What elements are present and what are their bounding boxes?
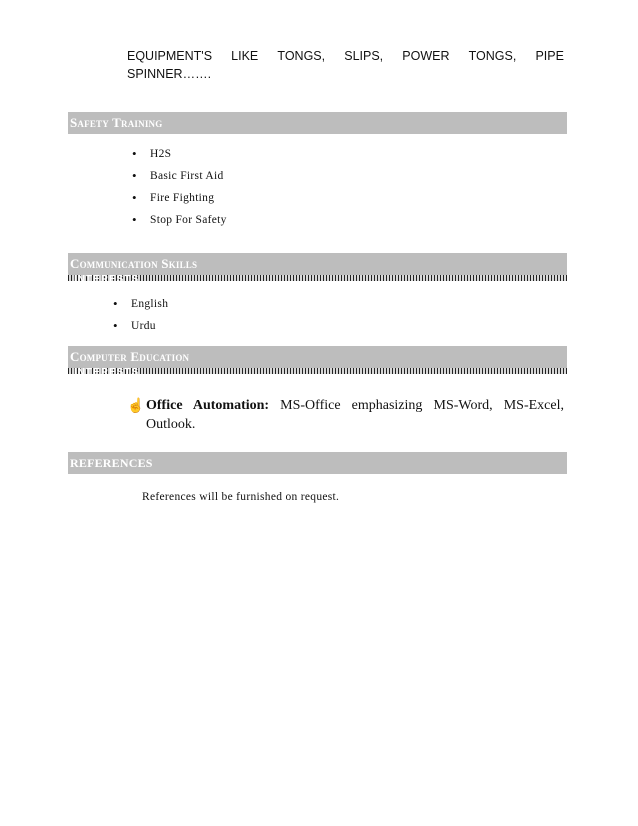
- intro-word: EQUIPMENT'S: [127, 49, 213, 63]
- intro-line-2: SPINNER…….: [127, 67, 212, 81]
- list-item: • Basic First Aid: [150, 165, 227, 187]
- office-automation-item: [146, 396, 564, 434]
- list-item: • Fire Fighting: [150, 187, 227, 209]
- section-header-references: REFERENCES: [68, 452, 567, 474]
- intro-word: PIPE: [535, 49, 564, 63]
- intro-word: POWER: [402, 49, 450, 63]
- section-header-communication-skills: Communication Skills: [68, 253, 567, 275]
- section-header-safety-training: Safety Training: [68, 112, 567, 134]
- bullet-icon: •: [132, 212, 137, 227]
- list-item: • English: [131, 293, 168, 315]
- communication-skills-list: [113, 293, 169, 337]
- pointing-hand-icon: ☝: [127, 399, 145, 414]
- striped-divider: [68, 275, 567, 281]
- references-text: References will be furnished on request.: [142, 491, 340, 503]
- intro-word: LIKE: [231, 49, 259, 63]
- list-item: • Stop For Safety: [150, 209, 227, 231]
- bullet-icon: •: [132, 190, 137, 205]
- bullet-icon: •: [132, 146, 137, 161]
- intro-word: SLIPS,: [344, 49, 384, 63]
- list-item: • H2S: [150, 143, 227, 165]
- intro-word: TONGS,: [468, 49, 517, 63]
- bullet-icon: •: [132, 168, 137, 183]
- striped-divider: [68, 368, 567, 374]
- ghost-heading-interests: INTERESTS: [74, 275, 140, 281]
- office-automation-label: Office Automation:: [146, 398, 270, 413]
- bullet-icon: •: [113, 318, 118, 333]
- list-item: • Urdu: [131, 315, 168, 337]
- intro-word: TONGS,: [277, 49, 326, 63]
- intro-line-1: [127, 47, 564, 65]
- section-header-computer-education: Computer Education: [68, 346, 567, 368]
- safety-training-list: [132, 143, 227, 231]
- bullet-icon: •: [113, 296, 118, 311]
- ghost-heading-interests: INTERESTS: [74, 368, 140, 374]
- office-automation-text: MS-Office emphasizing MS-Word, MS-Excel, Outlook.: [146, 398, 564, 432]
